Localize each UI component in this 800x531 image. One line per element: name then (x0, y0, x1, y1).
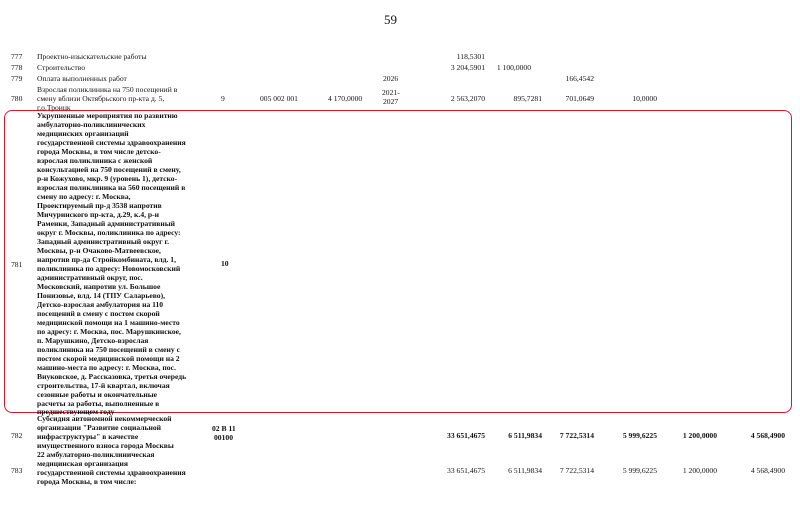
row-number: 781 (11, 260, 23, 269)
row-title-line: государственной системы здравоохранения (37, 468, 186, 477)
cell-2022: 1 100,0000 (496, 63, 531, 72)
cell-2024: 10,0000 (632, 94, 657, 103)
cell-2025: 1 200,0000 (682, 431, 717, 440)
cell-2023: 701,0649 (565, 94, 594, 103)
cell-2025: 1 200,0000 (682, 466, 717, 475)
cell-total: 33 651,4675 (447, 431, 485, 440)
cell-grbs: 10 (221, 259, 229, 268)
cell-2024: 5 999,6225 (622, 431, 657, 440)
row-title: Строительство (37, 63, 85, 72)
cell-total: 3 204,5901 (450, 63, 485, 72)
row-title-line: г.о.Троицк (37, 103, 71, 112)
cell-grbs: 9 (221, 94, 225, 103)
row-number: 778 (11, 63, 23, 72)
cell-2023: 7 722,5314 (559, 466, 594, 475)
cell-2022: 6 511,9834 (508, 431, 542, 440)
row-title-line: организации "Развитие социальной (37, 423, 162, 432)
row-title-line: 22 амбулаторно-поликлиническая (37, 450, 155, 459)
cell-total: 33 651,4675 (447, 466, 485, 475)
cell-code: 005 002 001 (260, 94, 298, 103)
row-title: Оплата выполненных работ (37, 74, 127, 83)
cell-cost: 4 170,0000 (328, 94, 363, 103)
row-title-line: Субсидия автономной некоммерческой (37, 414, 172, 423)
cell-total: 2 563,2070 (450, 94, 485, 103)
cell-2022: 895,7281 (513, 94, 542, 103)
cell-code: 02 В 11 (212, 424, 236, 433)
cell-year: 2027 (383, 97, 399, 106)
row-title: Проектно-изыскательские работы (37, 52, 147, 61)
row-title-line: смену вблизи Октябрьского пр-кта д. 5, (37, 94, 165, 103)
row-title-line: медицинская организация (37, 459, 128, 468)
cell-code: 00100 (214, 433, 233, 442)
row-title-line: имущественного взноса города Москвы (37, 441, 174, 450)
row-title-line: инфраструктуры" в качестве (37, 432, 139, 441)
cell-year: 2026 (383, 74, 399, 83)
row-number: 779 (11, 74, 23, 83)
cell-2024: 5 999,6225 (622, 466, 657, 475)
cell-2026: 4 568,4900 (750, 431, 785, 440)
row-description: Укрупненные мероприятия по развитию амбулаторно-поликлинических медицинских организаций государственной системы здравоохранения города Москвы, в том числе детско- взрослая поликлиника с женской консультацией на 750 посещений в смену, р-н Кожухово, мкр. 9 (уровень 1), детско- взрослая поликлиника на 560 посещений в смену по адресу: г. Москва, Проектируемый пр-д 3538 напротив Мичуринского пр-кта, д.29, к.4, р-н Раменки, Западный административный округ г. Москвы, поликлиника по адресу: Западный административный округ г. Москвы, р-н Очаково-Матвеевское, напротив пр-да Стройкомбината, влд. 1, поликлиника по адресу: Новомосковский административный округ, пос. Московский, напротив ул. Большое Понизовье, влд. 14 (ТПУ Саларьево), Детско-взрослая амбулатория на 110 посещений в смену с постом скорой медицинской помощи на 1 машино-место по адресу: г. Москва, пос. Марушкинское, п. Марушкино, Детско-взрослая поликлиника на 750 посещений в смену с постом скорой медицинской помощи на 2 машино-места по адресу: г. Москва, пос. Внуковское, д. Рассказовка, третья очередь строительства, 17-й квартал, включая сезонные работы и окончательные расчеты за работы, выполненные в предшествующем году (37, 111, 187, 417)
cell-2023: 7 722,5314 (559, 431, 594, 440)
cell-total: 118,5301 (456, 52, 485, 61)
row-title-line: города Москвы, в том числе: (37, 477, 137, 486)
row-number: 782 (11, 431, 23, 440)
cell-2022: 6 511,9834 (508, 466, 542, 475)
row-number: 780 (11, 94, 23, 103)
row-number: 783 (11, 466, 23, 475)
row-title-line: Взрослая поликлиника на 750 посещений в (37, 85, 178, 94)
cell-year: 2021- (382, 88, 400, 97)
cell-2024: 166,4542 (565, 74, 594, 83)
page-number: 59 (384, 12, 397, 27)
row-number: 777 (11, 52, 23, 61)
cell-2026: 4 568,4900 (750, 466, 785, 475)
